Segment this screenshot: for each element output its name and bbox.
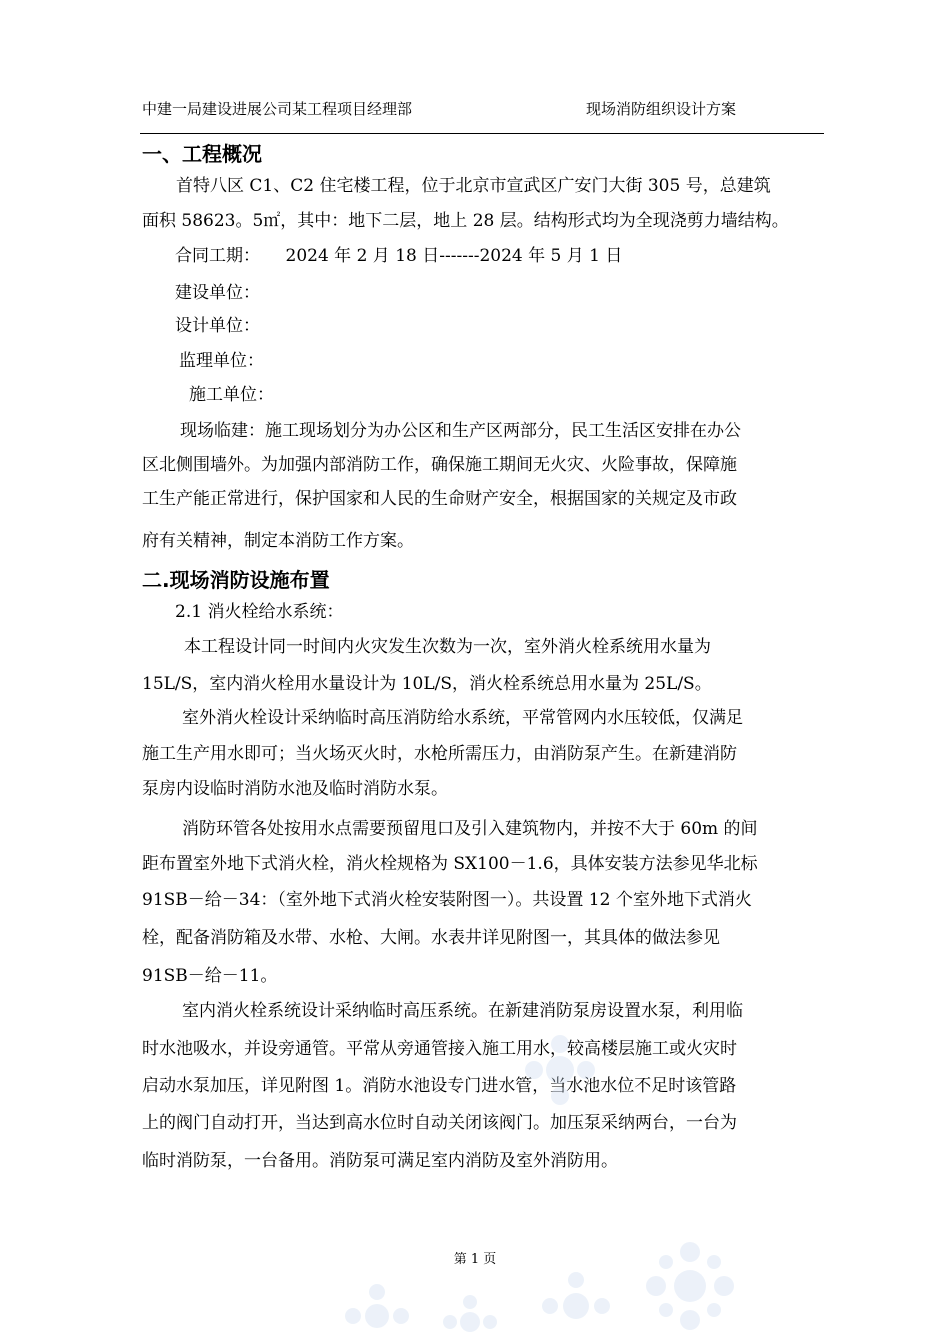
section2-line: 室内消火栓系统设计采纳临时高压系统。在新建消防泵房设置水泵，利用临 [182,1001,743,1021]
section1-title: 一、工程概况 [142,142,262,166]
section2-line: 2.1 消火栓给水系统： [175,602,344,622]
section2-line: 室外消火栓设计采纳临时高压消防给水系统，平常管网内水压较低，仅满足 [182,708,743,728]
section1-line: 建设单位： [175,283,260,303]
section1-line: 设计单位： [175,316,260,336]
section2-line: 本工程设计同一时间内火灾发生次数为一次，室外消火栓系统用水量为 [184,637,711,657]
section1-line: 府有关精神，制定本消防工作方案。 [142,531,414,551]
header-left: 中建一局建设进展公司某工程项目经理部 [142,100,413,118]
section2-line: 泵房内设临时消防水池及临时消防水泵。 [142,779,448,799]
section2-line: 消防环管各处按用水点需要预留甩口及引入建筑物内，并按不大于 60m 的间 [182,819,758,839]
section2-title: 二.现场消防设施布置 [142,568,330,592]
section1-line: 区北侧围墙外。为加强内部消防工作，确保施工期间无火灾、火险事故，保障施 [142,455,737,475]
section2-line: 时水池吸水，并设旁通管。平常从旁通管接入施工用水，较高楼层施工或火灾时 [142,1039,737,1059]
section2-line: 15L/S，室内消火栓用水量设计为 10L/S，消火栓系统总用水量为 25L/S。 [142,674,712,694]
section2-line: 距布置室外地下式消火栓，消火栓规格为 SX100－1.6，具体安装方法参见华北标 [142,854,758,874]
section1-line: 首特八区 C1、C2 住宅楼工程，位于北京市宣武区广安门大街 305 号，总建筑 [176,176,771,196]
watermark-flake-icon [440,1288,500,1344]
page-number: 第 1 页 [453,1252,497,1267]
section2-line: 临时消防泵，一台备用。消防泵可满足室内消防及室外消防用。 [142,1151,618,1171]
watermark-flake-icon [520,1030,600,1110]
section2-line: 施工生产用水即可；当火场灭火时，水枪所需压力，由消防泵产生。在新建消防 [142,744,737,764]
section2-line: 上的阀门自动打开，当达到高水位时自动关闭该阀门。加压泵采纳两台，一台为 [142,1113,737,1133]
section1-line: 监理单位： [179,351,264,371]
section2-line: 91SB－给－11。 [142,966,278,986]
page-header [142,96,823,122]
section2-line: 启动水泵加压，详见附图 1。消防水池设专门进水管，当水池水位不足时该管路 [142,1076,737,1096]
header-right: 现场消防组织设计方案 [586,100,737,118]
header-divider [140,133,824,134]
section2-line: 91SB－给－34：（室外地下式消火栓安装附图一）。共设置 12 个室外地下式消火 [142,890,752,910]
section1-line: 合同工期： 2024 年 2 月 18 日-------2024 年 5 月 1 日 [175,246,623,266]
section1-line: 面积 58623。5㎡，其中：地下二层，地上 28 层。结构形式均为全现浇剪力墙结构。 [142,211,789,231]
section1-line: 现场临建：施工现场划分为办公区和生产区两部分，民工生活区安排在办公 [180,421,741,441]
watermark-flake-icon [340,1276,414,1344]
section1-line: 施工单位： [189,385,274,405]
section2-line: 栓，配备消防箱及水带、水枪、大闸。水表井详见附图一，其具体的做法参见 [142,928,720,948]
section1-line: 工生产能正常进行，保护国家和人民的生命财产安全，根据国家的关规定及市政 [142,489,737,509]
watermark-flake-icon [536,1266,616,1344]
